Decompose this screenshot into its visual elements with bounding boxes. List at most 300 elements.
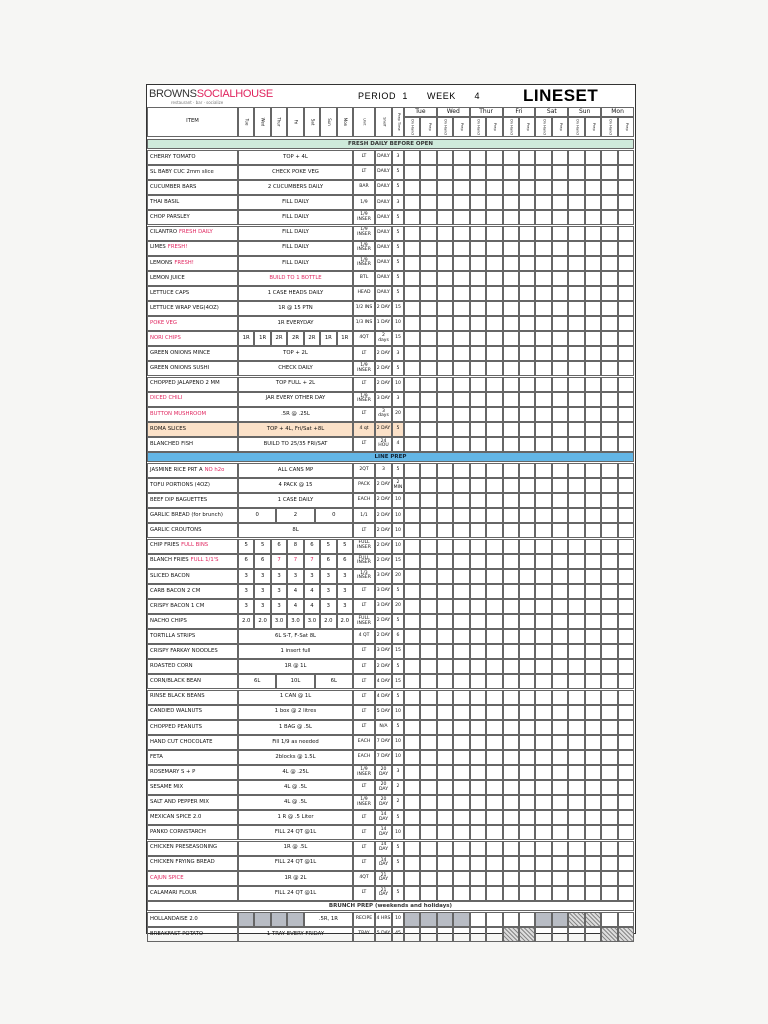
count-cell[interactable] bbox=[486, 825, 502, 840]
count-cell[interactable] bbox=[470, 331, 486, 346]
count-cell[interactable] bbox=[420, 690, 436, 705]
count-cell[interactable] bbox=[453, 478, 469, 493]
count-cell[interactable] bbox=[535, 825, 551, 840]
count-cell[interactable] bbox=[470, 871, 486, 886]
count-cell[interactable] bbox=[535, 856, 551, 871]
count-cell[interactable] bbox=[470, 720, 486, 735]
count-cell[interactable] bbox=[486, 856, 502, 871]
count-cell[interactable] bbox=[453, 361, 469, 376]
count-cell[interactable] bbox=[404, 856, 420, 871]
count-cell[interactable] bbox=[503, 539, 519, 554]
count-cell[interactable] bbox=[470, 690, 486, 705]
count-cell[interactable] bbox=[618, 180, 634, 195]
count-cell[interactable] bbox=[618, 539, 634, 554]
count-cell[interactable] bbox=[568, 301, 584, 316]
count-cell[interactable] bbox=[470, 825, 486, 840]
count-cell[interactable] bbox=[519, 825, 535, 840]
count-cell[interactable] bbox=[585, 856, 601, 871]
count-cell[interactable] bbox=[585, 810, 601, 825]
count-cell[interactable] bbox=[535, 437, 551, 452]
count-cell[interactable] bbox=[437, 795, 453, 810]
count-cell[interactable] bbox=[552, 690, 568, 705]
count-cell[interactable] bbox=[437, 690, 453, 705]
count-cell[interactable] bbox=[535, 508, 551, 523]
count-cell[interactable] bbox=[601, 301, 617, 316]
count-cell[interactable] bbox=[585, 554, 601, 569]
count-cell[interactable] bbox=[404, 810, 420, 825]
count-cell[interactable] bbox=[585, 165, 601, 180]
count-cell[interactable] bbox=[601, 720, 617, 735]
count-cell[interactable] bbox=[404, 690, 420, 705]
count-cell[interactable] bbox=[453, 750, 469, 765]
count-cell[interactable] bbox=[552, 644, 568, 659]
count-cell[interactable] bbox=[453, 437, 469, 452]
count-cell[interactable] bbox=[503, 614, 519, 629]
count-cell[interactable] bbox=[470, 256, 486, 271]
count-cell[interactable] bbox=[519, 361, 535, 376]
count-cell[interactable] bbox=[535, 301, 551, 316]
count-cell[interactable] bbox=[519, 226, 535, 241]
count-cell[interactable] bbox=[486, 690, 502, 705]
count-cell[interactable] bbox=[503, 150, 519, 165]
count-cell[interactable] bbox=[568, 463, 584, 478]
count-cell[interactable] bbox=[420, 629, 436, 644]
count-cell[interactable] bbox=[618, 705, 634, 720]
count-cell[interactable] bbox=[568, 361, 584, 376]
count-cell[interactable] bbox=[453, 210, 469, 225]
count-cell[interactable] bbox=[519, 493, 535, 508]
count-cell[interactable] bbox=[585, 407, 601, 422]
count-cell[interactable] bbox=[552, 886, 568, 901]
count-cell[interactable] bbox=[437, 377, 453, 392]
count-cell[interactable] bbox=[568, 437, 584, 452]
count-cell[interactable] bbox=[404, 539, 420, 554]
count-cell[interactable] bbox=[437, 226, 453, 241]
count-cell[interactable] bbox=[535, 584, 551, 599]
count-cell[interactable] bbox=[470, 241, 486, 256]
count-cell[interactable] bbox=[503, 912, 519, 927]
count-cell[interactable] bbox=[568, 705, 584, 720]
count-cell[interactable] bbox=[470, 765, 486, 780]
count-cell[interactable] bbox=[503, 195, 519, 210]
count-cell[interactable] bbox=[535, 720, 551, 735]
count-cell[interactable] bbox=[486, 210, 502, 225]
count-cell[interactable] bbox=[535, 271, 551, 286]
count-cell[interactable] bbox=[585, 927, 601, 942]
count-cell[interactable] bbox=[601, 554, 617, 569]
count-cell[interactable] bbox=[601, 810, 617, 825]
count-cell[interactable] bbox=[470, 463, 486, 478]
count-cell[interactable] bbox=[404, 493, 420, 508]
count-cell[interactable] bbox=[535, 165, 551, 180]
count-cell[interactable] bbox=[503, 256, 519, 271]
count-cell[interactable] bbox=[453, 856, 469, 871]
count-cell[interactable] bbox=[453, 463, 469, 478]
count-cell[interactable] bbox=[420, 886, 436, 901]
count-cell[interactable] bbox=[503, 720, 519, 735]
count-cell[interactable] bbox=[618, 825, 634, 840]
count-cell[interactable] bbox=[503, 886, 519, 901]
count-cell[interactable] bbox=[453, 150, 469, 165]
count-cell[interactable] bbox=[404, 720, 420, 735]
count-cell[interactable] bbox=[420, 165, 436, 180]
count-cell[interactable] bbox=[585, 286, 601, 301]
count-cell[interactable] bbox=[618, 361, 634, 376]
count-cell[interactable] bbox=[437, 720, 453, 735]
count-cell[interactable] bbox=[585, 735, 601, 750]
count-cell[interactable] bbox=[519, 539, 535, 554]
count-cell[interactable] bbox=[535, 810, 551, 825]
count-cell[interactable] bbox=[404, 841, 420, 856]
count-cell[interactable] bbox=[535, 765, 551, 780]
count-cell[interactable] bbox=[453, 256, 469, 271]
count-cell[interactable] bbox=[552, 599, 568, 614]
count-cell[interactable] bbox=[519, 659, 535, 674]
count-cell[interactable] bbox=[503, 286, 519, 301]
count-cell[interactable] bbox=[486, 539, 502, 554]
count-cell[interactable] bbox=[519, 241, 535, 256]
count-cell[interactable] bbox=[568, 539, 584, 554]
count-cell[interactable] bbox=[437, 780, 453, 795]
count-cell[interactable] bbox=[552, 856, 568, 871]
count-cell[interactable] bbox=[503, 810, 519, 825]
count-cell[interactable] bbox=[420, 226, 436, 241]
count-cell[interactable] bbox=[568, 599, 584, 614]
count-cell[interactable] bbox=[519, 690, 535, 705]
count-cell[interactable] bbox=[503, 346, 519, 361]
count-cell[interactable] bbox=[486, 422, 502, 437]
count-cell[interactable] bbox=[453, 422, 469, 437]
count-cell[interactable] bbox=[420, 361, 436, 376]
count-cell[interactable] bbox=[568, 659, 584, 674]
count-cell[interactable] bbox=[519, 256, 535, 271]
count-cell[interactable] bbox=[552, 316, 568, 331]
count-cell[interactable] bbox=[404, 927, 420, 942]
count-cell[interactable] bbox=[437, 392, 453, 407]
count-cell[interactable] bbox=[618, 523, 634, 538]
count-cell[interactable] bbox=[601, 286, 617, 301]
count-cell[interactable] bbox=[585, 584, 601, 599]
count-cell[interactable] bbox=[618, 422, 634, 437]
count-cell[interactable] bbox=[470, 705, 486, 720]
count-cell[interactable] bbox=[585, 241, 601, 256]
count-cell[interactable] bbox=[568, 392, 584, 407]
count-cell[interactable] bbox=[618, 286, 634, 301]
count-cell[interactable] bbox=[420, 301, 436, 316]
count-cell[interactable] bbox=[470, 286, 486, 301]
count-cell[interactable] bbox=[503, 377, 519, 392]
count-cell[interactable] bbox=[535, 705, 551, 720]
count-cell[interactable] bbox=[618, 690, 634, 705]
count-cell[interactable] bbox=[618, 720, 634, 735]
count-cell[interactable] bbox=[601, 735, 617, 750]
count-cell[interactable] bbox=[535, 629, 551, 644]
count-cell[interactable] bbox=[470, 750, 486, 765]
count-cell[interactable] bbox=[437, 361, 453, 376]
count-cell[interactable] bbox=[486, 644, 502, 659]
count-cell[interactable] bbox=[420, 493, 436, 508]
count-cell[interactable] bbox=[568, 210, 584, 225]
count-cell[interactable] bbox=[519, 554, 535, 569]
count-cell[interactable] bbox=[404, 629, 420, 644]
count-cell[interactable] bbox=[585, 346, 601, 361]
count-cell[interactable] bbox=[535, 927, 551, 942]
count-cell[interactable] bbox=[618, 346, 634, 361]
count-cell[interactable] bbox=[420, 539, 436, 554]
count-cell[interactable] bbox=[420, 256, 436, 271]
count-cell[interactable] bbox=[503, 493, 519, 508]
count-cell[interactable] bbox=[437, 346, 453, 361]
count-cell[interactable] bbox=[601, 271, 617, 286]
count-cell[interactable] bbox=[585, 392, 601, 407]
count-cell[interactable] bbox=[453, 674, 469, 689]
count-cell[interactable] bbox=[503, 361, 519, 376]
count-cell[interactable] bbox=[601, 912, 617, 927]
count-cell[interactable] bbox=[568, 629, 584, 644]
count-cell[interactable] bbox=[601, 165, 617, 180]
count-cell[interactable] bbox=[453, 301, 469, 316]
count-cell[interactable] bbox=[453, 720, 469, 735]
count-cell[interactable] bbox=[585, 674, 601, 689]
count-cell[interactable] bbox=[601, 584, 617, 599]
count-cell[interactable] bbox=[535, 554, 551, 569]
count-cell[interactable] bbox=[519, 407, 535, 422]
count-cell[interactable] bbox=[503, 750, 519, 765]
count-cell[interactable] bbox=[503, 437, 519, 452]
count-cell[interactable] bbox=[552, 422, 568, 437]
count-cell[interactable] bbox=[486, 271, 502, 286]
count-cell[interactable] bbox=[486, 331, 502, 346]
count-cell[interactable] bbox=[420, 346, 436, 361]
count-cell[interactable] bbox=[535, 750, 551, 765]
count-cell[interactable] bbox=[420, 569, 436, 584]
count-cell[interactable] bbox=[535, 331, 551, 346]
count-cell[interactable] bbox=[552, 780, 568, 795]
count-cell[interactable] bbox=[618, 599, 634, 614]
count-cell[interactable] bbox=[470, 180, 486, 195]
count-cell[interactable] bbox=[568, 569, 584, 584]
count-cell[interactable] bbox=[486, 569, 502, 584]
count-cell[interactable] bbox=[420, 765, 436, 780]
count-cell[interactable] bbox=[470, 508, 486, 523]
count-cell[interactable] bbox=[618, 437, 634, 452]
count-cell[interactable] bbox=[618, 841, 634, 856]
count-cell[interactable] bbox=[585, 463, 601, 478]
count-cell[interactable] bbox=[420, 422, 436, 437]
count-cell[interactable] bbox=[486, 720, 502, 735]
count-cell[interactable] bbox=[601, 407, 617, 422]
count-cell[interactable] bbox=[552, 825, 568, 840]
count-cell[interactable] bbox=[519, 523, 535, 538]
count-cell[interactable] bbox=[568, 614, 584, 629]
count-cell[interactable] bbox=[470, 226, 486, 241]
count-cell[interactable] bbox=[618, 856, 634, 871]
count-cell[interactable] bbox=[552, 765, 568, 780]
count-cell[interactable] bbox=[503, 584, 519, 599]
count-cell[interactable] bbox=[453, 825, 469, 840]
count-cell[interactable] bbox=[568, 226, 584, 241]
count-cell[interactable] bbox=[601, 841, 617, 856]
count-cell[interactable] bbox=[618, 331, 634, 346]
count-cell[interactable] bbox=[486, 599, 502, 614]
count-cell[interactable] bbox=[568, 886, 584, 901]
count-cell[interactable] bbox=[470, 674, 486, 689]
count-cell[interactable] bbox=[601, 659, 617, 674]
count-cell[interactable] bbox=[420, 508, 436, 523]
count-cell[interactable] bbox=[437, 765, 453, 780]
count-cell[interactable] bbox=[535, 569, 551, 584]
count-cell[interactable] bbox=[601, 392, 617, 407]
count-cell[interactable] bbox=[470, 795, 486, 810]
count-cell[interactable] bbox=[437, 180, 453, 195]
count-cell[interactable] bbox=[437, 584, 453, 599]
count-cell[interactable] bbox=[404, 331, 420, 346]
count-cell[interactable] bbox=[486, 584, 502, 599]
count-cell[interactable] bbox=[519, 271, 535, 286]
count-cell[interactable] bbox=[601, 539, 617, 554]
count-cell[interactable] bbox=[568, 241, 584, 256]
count-cell[interactable] bbox=[470, 316, 486, 331]
count-cell[interactable] bbox=[585, 150, 601, 165]
count-cell[interactable] bbox=[437, 841, 453, 856]
count-cell[interactable] bbox=[404, 674, 420, 689]
count-cell[interactable] bbox=[404, 599, 420, 614]
count-cell[interactable] bbox=[535, 407, 551, 422]
count-cell[interactable] bbox=[552, 210, 568, 225]
count-cell[interactable] bbox=[568, 523, 584, 538]
count-cell[interactable] bbox=[420, 856, 436, 871]
count-cell[interactable] bbox=[519, 644, 535, 659]
count-cell[interactable] bbox=[601, 316, 617, 331]
count-cell[interactable] bbox=[601, 361, 617, 376]
count-cell[interactable] bbox=[519, 629, 535, 644]
count-cell[interactable] bbox=[519, 810, 535, 825]
count-cell[interactable] bbox=[552, 286, 568, 301]
count-cell[interactable] bbox=[486, 241, 502, 256]
count-cell[interactable] bbox=[470, 554, 486, 569]
count-cell[interactable] bbox=[503, 165, 519, 180]
count-cell[interactable] bbox=[404, 780, 420, 795]
count-cell[interactable] bbox=[552, 795, 568, 810]
count-cell[interactable] bbox=[503, 674, 519, 689]
count-cell[interactable] bbox=[568, 478, 584, 493]
count-cell[interactable] bbox=[585, 361, 601, 376]
count-cell[interactable] bbox=[585, 690, 601, 705]
count-cell[interactable] bbox=[503, 508, 519, 523]
count-cell[interactable] bbox=[404, 422, 420, 437]
count-cell[interactable] bbox=[420, 810, 436, 825]
count-cell[interactable] bbox=[420, 584, 436, 599]
count-cell[interactable] bbox=[601, 886, 617, 901]
count-cell[interactable] bbox=[470, 539, 486, 554]
count-cell[interactable] bbox=[437, 331, 453, 346]
count-cell[interactable] bbox=[503, 825, 519, 840]
count-cell[interactable] bbox=[568, 690, 584, 705]
count-cell[interactable] bbox=[437, 871, 453, 886]
count-cell[interactable] bbox=[470, 478, 486, 493]
count-cell[interactable] bbox=[503, 659, 519, 674]
count-cell[interactable] bbox=[486, 377, 502, 392]
count-cell[interactable] bbox=[568, 508, 584, 523]
count-cell[interactable] bbox=[618, 810, 634, 825]
count-cell[interactable] bbox=[404, 644, 420, 659]
count-cell[interactable] bbox=[568, 346, 584, 361]
count-cell[interactable] bbox=[437, 271, 453, 286]
count-cell[interactable] bbox=[601, 478, 617, 493]
count-cell[interactable] bbox=[552, 705, 568, 720]
count-cell[interactable] bbox=[486, 478, 502, 493]
count-cell[interactable] bbox=[519, 180, 535, 195]
count-cell[interactable] bbox=[618, 271, 634, 286]
count-cell[interactable] bbox=[420, 437, 436, 452]
count-cell[interactable] bbox=[486, 407, 502, 422]
count-cell[interactable] bbox=[568, 180, 584, 195]
count-cell[interactable] bbox=[420, 750, 436, 765]
count-cell[interactable] bbox=[585, 841, 601, 856]
count-cell[interactable] bbox=[552, 493, 568, 508]
count-cell[interactable] bbox=[585, 301, 601, 316]
count-cell[interactable] bbox=[519, 750, 535, 765]
count-cell[interactable] bbox=[437, 478, 453, 493]
count-cell[interactable] bbox=[519, 735, 535, 750]
count-cell[interactable] bbox=[486, 750, 502, 765]
count-cell[interactable] bbox=[503, 241, 519, 256]
count-cell[interactable] bbox=[519, 150, 535, 165]
count-cell[interactable] bbox=[486, 346, 502, 361]
count-cell[interactable] bbox=[437, 316, 453, 331]
count-cell[interactable] bbox=[486, 493, 502, 508]
count-cell[interactable] bbox=[568, 841, 584, 856]
count-cell[interactable] bbox=[568, 780, 584, 795]
count-cell[interactable] bbox=[535, 690, 551, 705]
count-cell[interactable] bbox=[519, 856, 535, 871]
count-cell[interactable] bbox=[420, 614, 436, 629]
count-cell[interactable] bbox=[535, 841, 551, 856]
count-cell[interactable] bbox=[486, 810, 502, 825]
count-cell[interactable] bbox=[470, 523, 486, 538]
count-cell[interactable] bbox=[486, 780, 502, 795]
count-cell[interactable] bbox=[470, 210, 486, 225]
count-cell[interactable] bbox=[453, 780, 469, 795]
count-cell[interactable] bbox=[618, 735, 634, 750]
count-cell[interactable] bbox=[618, 614, 634, 629]
count-cell[interactable] bbox=[404, 392, 420, 407]
count-cell[interactable] bbox=[601, 226, 617, 241]
count-cell[interactable] bbox=[535, 599, 551, 614]
count-cell[interactable] bbox=[519, 346, 535, 361]
count-cell[interactable] bbox=[437, 674, 453, 689]
count-cell[interactable] bbox=[420, 407, 436, 422]
count-cell[interactable] bbox=[601, 871, 617, 886]
count-cell[interactable] bbox=[535, 150, 551, 165]
count-cell[interactable] bbox=[519, 316, 535, 331]
count-cell[interactable] bbox=[535, 735, 551, 750]
count-cell[interactable] bbox=[585, 226, 601, 241]
count-cell[interactable] bbox=[470, 614, 486, 629]
count-cell[interactable] bbox=[486, 735, 502, 750]
count-cell[interactable] bbox=[453, 377, 469, 392]
count-cell[interactable] bbox=[552, 659, 568, 674]
count-cell[interactable] bbox=[535, 392, 551, 407]
count-cell[interactable] bbox=[470, 392, 486, 407]
count-cell[interactable] bbox=[519, 286, 535, 301]
count-cell[interactable] bbox=[404, 210, 420, 225]
count-cell[interactable] bbox=[453, 584, 469, 599]
count-cell[interactable] bbox=[470, 195, 486, 210]
count-cell[interactable] bbox=[519, 886, 535, 901]
count-cell[interactable] bbox=[618, 508, 634, 523]
count-cell[interactable] bbox=[470, 927, 486, 942]
